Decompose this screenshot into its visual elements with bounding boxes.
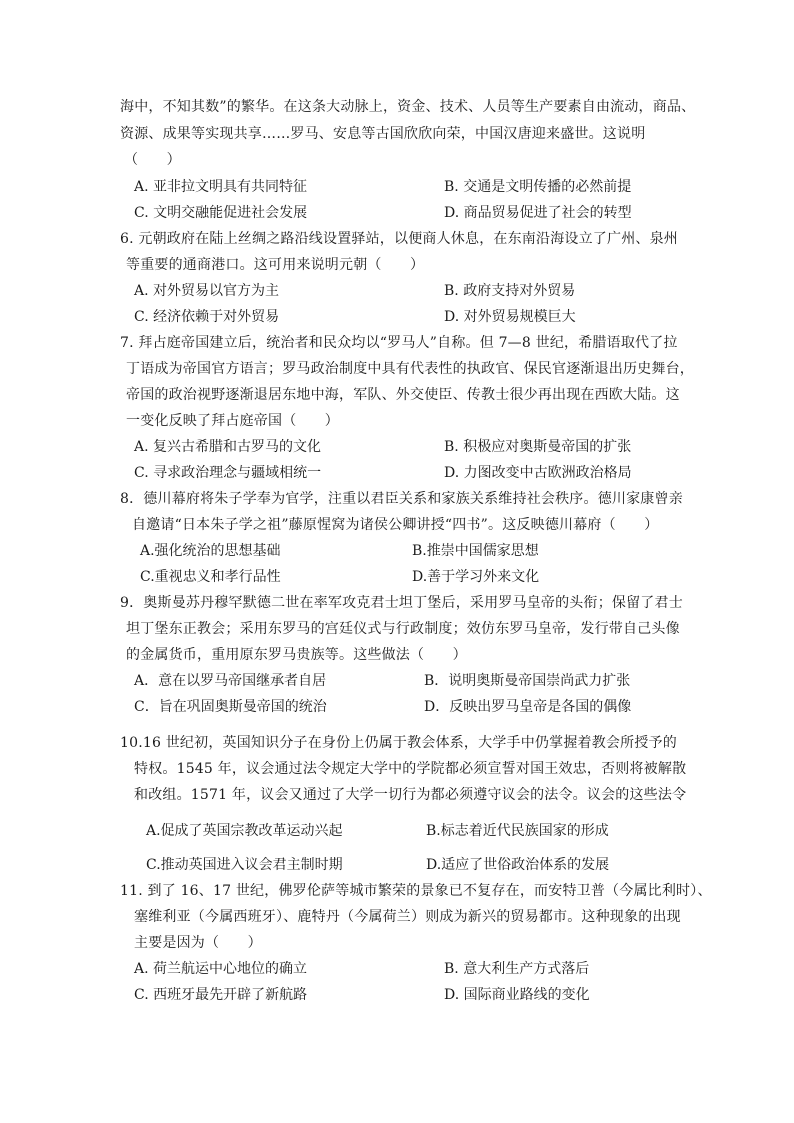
q9-stem-line-2: 坦丁堡东正教会；采用东罗马的宫廷仪式与行政制度；效仿东罗马皇帝，发行带自己头像	[126, 621, 680, 637]
q7-option-a: A. 复兴古希腊和古罗马的文化	[134, 439, 322, 455]
q10-stem-line-2: 特权。1545 年，议会通过法令规定大学中的学院都必须宣誓对国王效忠，否则将被解散	[134, 761, 687, 777]
q8-option-d: D.善于学习外来文化	[412, 569, 540, 585]
q7-option-b: B. 积极应对奥斯曼帝国的扩张	[444, 439, 632, 455]
q5-answer-blank: （ ）	[124, 152, 181, 168]
q9-option-b: B．说明奥斯曼帝国崇尚武力扩张	[424, 673, 631, 689]
q10-option-b: B.标志着近代民族国家的形成	[426, 823, 609, 839]
q8-option-c: C.重视忠义和孝行品性	[140, 569, 281, 585]
q8-stem-line-2: 自邀请“日本朱子学之祖”藤原惺窝为诸侯公卿讲授“四书”。这反映德川幕府（ ）	[132, 517, 659, 533]
q5-option-b: B. 交通是文明传播的必然前提	[444, 179, 632, 195]
q7-option-d: D. 力图改变中古欧洲政治格局	[444, 465, 632, 481]
q9-stem-line-3: 的金属货币，重用原东罗马贵族等。这些做法（ ）	[126, 647, 467, 663]
q6-stem-line-2: 等重要的通商港口。这可用来说明元朝（ ）	[126, 257, 425, 273]
q9-stem-line-1: 9．奥斯曼苏丹穆罕默德二世在率军攻克君士坦丁堡后，采用罗马皇帝的头衔；保留了君士	[120, 595, 683, 611]
q10-option-a: A.促成了英国宗教改革运动兴起	[146, 823, 343, 839]
q10-option-c: C.推动英国进入议会君主制时期	[146, 857, 343, 873]
q7-stem-line-1: 7. 拜占庭帝国建立后，统治者和民众均以“罗马人”自称。但 7—8 世纪，希腊语取代了拉	[120, 335, 678, 351]
q8-stem-line-1: 8．德川幕府将朱子学奉为官学，注重以君臣关系和家族关系维持社会秩序。德川家康曾亲	[120, 491, 683, 507]
q11-stem-line-3: 主要是因为（ ）	[134, 935, 262, 951]
q5-option-d: D. 商品贸易促进了社会的转型	[444, 205, 632, 221]
q8-option-a: A.强化统治的思想基础	[140, 543, 281, 559]
q7-stem-line-4: 一变化反映了拜占庭帝国（ ）	[126, 413, 339, 429]
q11-stem-line-2: 塞维利亚（今属西班牙）、鹿特丹（今属荷兰）则成为新兴的贸易都市。这种现象的出现	[134, 909, 681, 925]
q9-option-d: D．反映出罗马皇帝是各国的偶像	[424, 699, 632, 715]
q6-option-c: C. 经济依赖于对外贸易	[134, 309, 280, 325]
q9-option-a: A．意在以罗马帝国继承者自居	[134, 673, 327, 689]
q7-option-c: C. 寻求政治理念与疆域相统一	[134, 465, 322, 481]
q11-option-a: A. 荷兰航运中心地位的确立	[134, 961, 308, 977]
q11-option-b: B. 意大利生产方式落后	[444, 961, 590, 977]
q5-option-c: C. 文明交融能促进社会发展	[134, 205, 308, 221]
q6-option-b: B. 政府支持对外贸易	[444, 283, 576, 299]
q7-stem-line-2: 丁语成为帝国官方语言；罗马政治制度中具有代表性的执政官、保民官逐渐退出历史舞台，	[126, 361, 694, 377]
q10-stem-line-3: 和改组。1571 年，议会又通过了大学一切行为都必须遵守议会的法令。议会的这些法令	[134, 787, 687, 803]
q5-option-a: A. 亚非拉文明具有共同特征	[134, 179, 308, 195]
q6-option-d: D. 对外贸易规模巨大	[444, 309, 576, 325]
q11-stem-line-1: 11. 到了 16、17 世纪，佛罗伦萨等城市繁荣的景象已不复存在，而安特卫普（今属比利时）、	[120, 883, 712, 899]
q5-stem-line-1: 海中，不知其数”的繁华。在这条大动脉上，资金、技术、人员等生产要素自由流动，商品、	[120, 99, 696, 115]
q8-option-b: B.推崇中国儒家思想	[412, 543, 539, 559]
q9-option-c: C．旨在巩固奥斯曼帝国的统治	[134, 699, 327, 715]
q11-option-d: D. 国际商业路线的变化	[444, 987, 590, 1003]
q10-stem-line-1: 10.16 世纪初，英国知识分子在身份上仍属于教会体系，大学手中仍掌握着教会所授予的	[120, 735, 677, 751]
q6-option-a: A. 对外贸易以官方为主	[134, 283, 280, 299]
q6-stem-line-1: 6. 元朝政府在陆上丝绸之路沿线设置驿站，以便商人休息，在东南沿海设立了广州、泉州	[120, 231, 679, 247]
q11-option-c: C. 西班牙最先开辟了新航路	[134, 987, 308, 1003]
q10-option-d: D.适应了世俗政治体系的发展	[426, 857, 610, 873]
q7-stem-line-3: 帝国的政治视野逐渐退居东地中海，军队、外交使臣、传教士很少再出现在西欧大陆。这	[126, 387, 680, 403]
q5-stem-line-2: 资源、成果等实现共享……罗马、安息等古国欣欣向荣，中国汉唐迎来盛世。这说明	[120, 126, 646, 142]
